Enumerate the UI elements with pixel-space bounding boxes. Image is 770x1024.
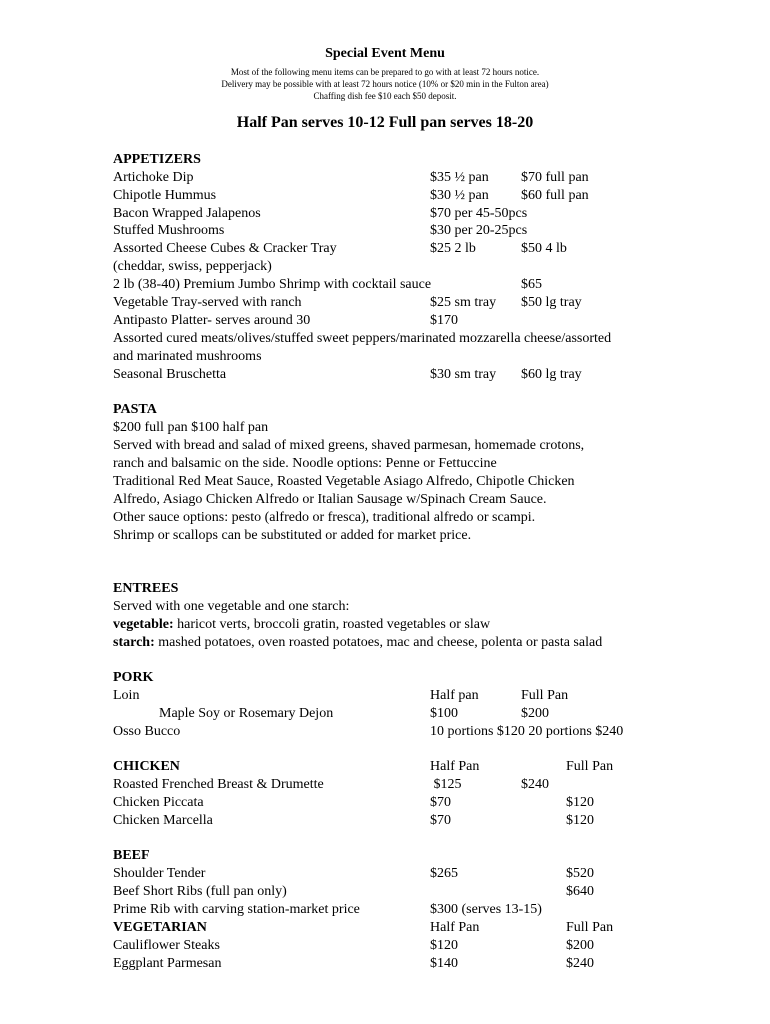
menu-item-name: Chicken Piccata: [113, 795, 204, 810]
menu-item-note: Assorted cured meats/olives/stuffed sweet peppers/marinated mozzarella cheese/assorted: [113, 331, 612, 346]
notice-line: Chaffing dish fee $10 each $50 deposit.: [313, 91, 457, 101]
menu-item-name: Artichoke Dip: [113, 170, 194, 185]
section-heading-entrees: ENTREES: [113, 581, 179, 596]
menu-item-name: Roasted Frenched Breast & Drumette: [113, 777, 324, 792]
pasta-line: $200 full pan $100 half pan: [113, 420, 269, 435]
menu-item-price: $60 lg tray: [521, 367, 582, 382]
menu-item-price: $30 sm tray: [430, 367, 497, 382]
menu-item-price: $25 sm tray: [430, 295, 497, 310]
serving-subtitle: Half Pan serves 10-12 Full pan serves 18-20: [236, 114, 534, 131]
menu-item-name: Cauliflower Steaks: [113, 938, 220, 953]
menu-item-price: $300 (serves 13-15): [430, 902, 542, 917]
menu-item-name: Seasonal Bruschetta: [113, 367, 227, 382]
menu-item-price: $70: [430, 813, 451, 828]
menu-item-price: 10 portions $120 20 portions $240: [430, 724, 624, 739]
pasta-line: Alfredo, Asiago Chicken Alfredo or Italian Sausage w/Spinach Cream Sauce.: [113, 492, 547, 507]
menu-item-name: Assorted Cheese Cubes & Cracker Tray: [113, 241, 337, 256]
menu-item-name: Loin: [113, 688, 140, 703]
starch-label: starch:: [113, 635, 155, 650]
menu-item-price: $30 per 20-25pcs: [430, 223, 528, 238]
menu-item-price: $25 2 lb: [430, 241, 476, 256]
menu-item-name: 2 lb (38-40) Premium Jumbo Shrimp with cocktail sauce: [113, 277, 432, 292]
vegetable-options: haricot verts, broccoli gratin, roasted vegetables or slaw: [173, 617, 491, 632]
menu-item-price: $520: [566, 866, 594, 881]
entrees-vegetable-line: [113, 616, 490, 634]
menu-item-price: $125: [430, 777, 462, 792]
menu-item-price: $200: [521, 706, 549, 721]
menu-item-price: $35 ½ pan: [430, 170, 489, 185]
section-heading-pasta: PASTA: [113, 402, 157, 417]
pasta-line: Served with bread and salad of mixed greens, shaved parmesan, homemade crotons,: [113, 438, 585, 453]
menu-item-name: Chipotle Hummus: [113, 188, 217, 203]
notice-line: Delivery may be possible with at least 72 hours notice (10% or $20 min in the Fulton area): [221, 79, 549, 89]
notice-line: Most of the following menu items can be prepared to go with at least 72 hours notice.: [230, 67, 540, 77]
column-label-full: Full Pan: [521, 688, 569, 703]
section-heading-pork: PORK: [113, 670, 154, 685]
menu-item-name: Stuffed Mushrooms: [113, 223, 225, 238]
pasta-line: Other sauce options: pesto (alfredo or fresca), traditional alfredo or scampi.: [113, 510, 536, 525]
section-heading-chicken: CHICKEN: [113, 759, 180, 774]
starch-options: mashed potatoes, oven roasted potatoes, mac and cheese, polenta or pasta salad: [154, 635, 603, 650]
column-label-half: Half Pan: [430, 920, 480, 935]
menu-item-price: $65: [521, 277, 542, 292]
menu-item-price: $140: [430, 956, 458, 971]
entrees-intro: Served with one vegetable and one starch:: [113, 599, 350, 614]
menu-item-note: and marinated mushrooms: [113, 349, 262, 364]
menu-item-price: $50 lg tray: [521, 295, 582, 310]
menu-item-price: $170: [430, 313, 458, 328]
menu-item-name: Antipasto Platter- serves around 30: [113, 313, 311, 328]
menu-item-price: $100: [430, 706, 458, 721]
menu-item-name: Chicken Marcella: [113, 813, 213, 828]
menu-item-price: $265: [430, 866, 458, 881]
menu-item-price: $30 ½ pan: [430, 188, 489, 203]
column-label-full: Full Pan: [566, 759, 614, 774]
menu-item-name: Osso Bucco: [113, 724, 181, 739]
menu-item-price: $120: [566, 813, 594, 828]
pasta-line: ranch and balsamic on the side. Noodle options: Penne or Fettuccine: [113, 456, 497, 471]
menu-item-price: $240: [566, 956, 594, 971]
menu-item-name: Bacon Wrapped Jalapenos: [113, 206, 261, 221]
column-label-half: Half Pan: [430, 759, 480, 774]
menu-item-price: $240: [521, 777, 549, 792]
entrees-starch-line: [113, 634, 602, 652]
menu-title: Special Event Menu: [325, 46, 445, 61]
menu-item-name: Vegetable Tray-served with ranch: [113, 295, 302, 310]
pasta-line: Shrimp or scallops can be substituted or added for market price.: [113, 528, 472, 543]
menu-item-price: $640: [566, 884, 594, 899]
menu-item-name: Eggplant Parmesan: [113, 956, 222, 971]
menu-item-price: $120: [566, 795, 594, 810]
menu-item-name: Shoulder Tender: [113, 866, 206, 881]
menu-item-name: Prime Rib with carving station-market price: [113, 902, 360, 917]
menu-item-note: (cheddar, swiss, pepperjack): [113, 259, 272, 274]
menu-item-price: $50 4 lb: [521, 241, 567, 256]
vegetable-label: vegetable:: [113, 617, 174, 632]
menu-item-price: $70 per 45-50pcs: [430, 206, 528, 221]
menu-item-name: Maple Soy or Rosemary Dejon: [159, 706, 334, 721]
section-heading-beef: BEEF: [113, 848, 150, 863]
column-label-half: Half pan: [430, 688, 479, 703]
section-heading-appetizers: APPETIZERS: [113, 152, 201, 167]
menu-item-price: $70: [430, 795, 451, 810]
menu-item-name: Beef Short Ribs (full pan only): [113, 884, 287, 899]
menu-item-price: $60 full pan: [521, 188, 589, 203]
pasta-line: Traditional Red Meat Sauce, Roasted Vegetable Asiago Alfredo, Chipotle Chicken: [113, 474, 575, 489]
menu-item-price: $200: [566, 938, 594, 953]
menu-item-price: $70 full pan: [521, 170, 589, 185]
column-label-full: Full Pan: [566, 920, 614, 935]
menu-item-price: $120: [430, 938, 458, 953]
section-heading-vegetarian: VEGETARIAN: [113, 920, 207, 935]
